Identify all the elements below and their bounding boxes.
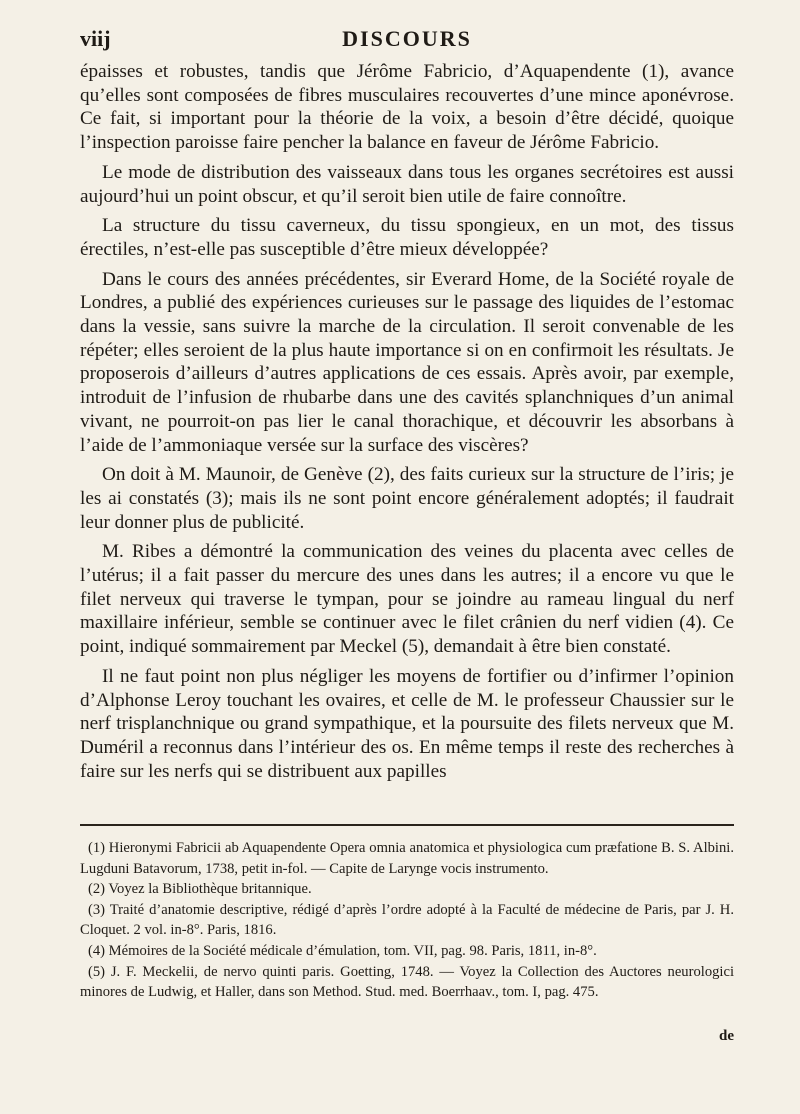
paragraph: La structure du tissu caverneux, du tissu spongieux, en un mot, des tissus érectiles, n’est-elle pas susceptible d’être mieux développée?	[80, 215, 734, 260]
page-number: viij	[80, 26, 111, 51]
paragraph: On doit à M. Maunoir, de Genève (2), des faits curieux sur la structure de l’iris; je les ai constatés (3); mais ils ne sont point encore généralement adoptés; il faudrait leur donner plus de publicité.	[80, 464, 734, 533]
paragraph: épaisses et robustes, tandis que Jérôme Fabricio, d’Aquapendente (1), avance qu’elles sont composées de fibres musculaires recouvertes d’une mince aponévrose. Ce fait, si important pour la théorie de la voix, a besoin d’être décidé, quoique l’inspection paroisse faire pencher la balance en faveur de Jérôme Fabricio.	[80, 61, 734, 154]
footnote-separator	[80, 824, 734, 826]
footnote: (4) Mémoires de la Société médicale d’émulation, tom. VII, pag. 98. Paris, 1811, in-8°.	[88, 942, 597, 959]
paragraph: M. Ribes a démontré la communication des veines du placenta avec celles de l’utérus; il a fait passer du mercure des unes dans les autres; il a encore vu que le filet nerveux qui traverse le tympan, pour se joindre au rameau lingual du nerf maxillaire inférieur, semble se continuer avec le filet crânien du nerf vidien (4). Ce point, indiqué sommairement par Meckel (5), demandait à être bien constaté.	[80, 541, 734, 658]
catchword: de	[719, 1028, 734, 1044]
footnote: (5) J. F. Meckelii, de nervo quinti paris. Goetting, 1748. — Voyez la Collection des Auctores neurologici minores de Ludwig, et Haller, dans son Method. Stud. med. Boerrhaav., tom. I, pag. 475.	[80, 963, 734, 1001]
paragraph: Il ne faut point non plus négliger les moyens de fortifier ou d’infirmer l’opinion d’Alphonse Leroy touchant les ovaires, et celle de M. le professeur Chaussier sur le nerf trisplanchnique ou grand sympathique, et la poursuite des filets nerveux que M. Duméril a reconnus dans l’intérieur des os. En même temps il reste des recherches à faire sur les nerfs qui se distribuent aux papilles	[80, 665, 734, 782]
footnote: (2) Voyez la Bibliothèque britannique.	[88, 881, 312, 898]
page-header	[80, 18, 734, 58]
main-text	[80, 60, 734, 789]
running-title: DISCOURS	[342, 26, 472, 51]
footnote: (1) Hieronymi Fabricii ab Aquapendente Opera omnia anatomica et physiologica cum præfatione B. S. Albini. Lugduni Batavorum, 1738, petit in-fol. — Capite de Larynge vocis instrumento.	[80, 840, 734, 877]
footnote: (3) Traité d’anatomie descriptive, rédigé d’après l’ordre adopté à la Faculté de médecine de Paris, par J. H. Cloquet. 2 vol. in-8°. Paris, 1816.	[80, 901, 734, 939]
paragraph: Le mode de distribution des vaisseaux dans tous les organes secrétoires est aussi aujourd’hui un point obscur, et qu’il seroit bien utile de faire connoître.	[80, 161, 734, 207]
paragraph: Dans le cours des années précédentes, sir Everard Home, de la Société royale de Londres, a publié des expériences curieuses sur le passage des liquides de l’estomac dans la vessie, sans suivre la marche de la circulation. Il seroit convenable de les répéter; elles seroient de la plus haute importance si on en confirmoit les résultats. Je proposerois d’ailleurs d’autres applications de ces essais. Après avoir, par exemple, introduit de l’infusion de rhubarbe dans une des cavités splanchniques d’un animal vivant, ne pourroit-on pas lier le canal thorachique, et découvrir les absorbans à l’aide de l’ammoniaque versée sur la surface des viscères?	[80, 268, 734, 456]
footnotes	[80, 838, 734, 1003]
